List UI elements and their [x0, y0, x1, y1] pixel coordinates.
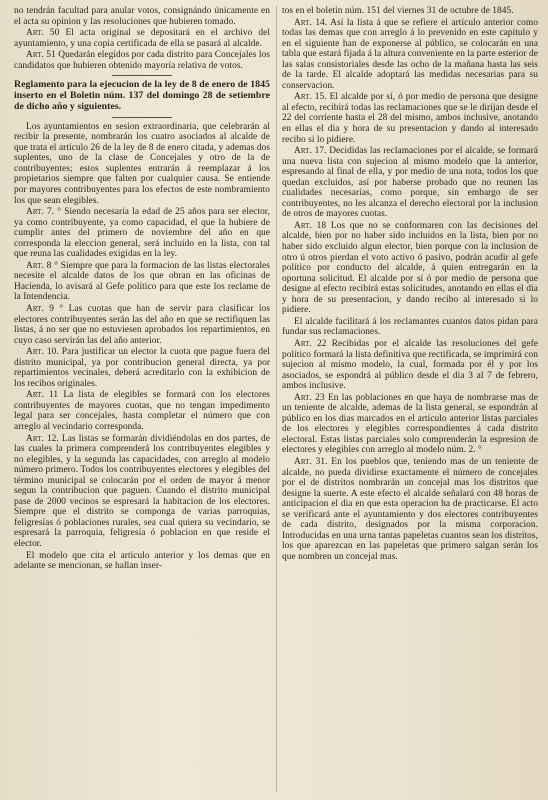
article-11-text: La lista de elegibles se formará con los electores contribuyentes de mayores cuotas, que no tengan impedimento legal para ser concejales, hasta completar el número que con arreglo al vecindario corresponda.	[14, 390, 270, 432]
right-fragment-intro: tos en el boletin núm. 151 del viernes 31 de octubre de 1845.	[282, 6, 514, 16]
article-31	[282, 457, 538, 562]
article-10-text: Para justificar un elector la cuota que pague fuera del distrito municipal, ya por contribucion general directa, ya por repartimientos vecinales, deberá acreditarlo con la exhibicion de los recibos originales.	[14, 347, 270, 389]
article-51	[14, 50, 270, 71]
article-23-label: Art. 23	[294, 392, 325, 403]
article-14-text: Así la lista á que se refiere el artículo anterior como todas las demas que con arreglo á lo prevenido en este capítulo y en el siguiente han de exponerse al público, se colocarán en una tabla que estará fijada á la altura conveniente en la parte esterior de las salas consistoriales desde las ocho de la mañana hasta las seis de la tarde. El alcalde adoptará las medidas necesarias para su conservacion.	[282, 17, 538, 91]
article-7-label: Art. 7. °	[26, 207, 62, 218]
article-12-label: Art. 12.	[26, 433, 59, 444]
article-10	[14, 347, 270, 389]
article-51-label: Art. 51	[26, 50, 56, 61]
article-8-label: Art. 8 °	[26, 260, 58, 271]
article-23-text: En las poblaciones en que haya de nombrarse mas de un teniente de alcalde, ademas de la lista general, se espondrán al público en los dias marcados en el artículo anterior listas parciales de los electores y elegibles correspondientes á cada distrito electoral. Estas listas parciales solo comprenderán la espresion de electores y elegibles con arreglo al modelo núm. 2. °	[282, 392, 538, 456]
left-column	[14, 6, 270, 573]
article-8-text: Siempre que para la formacion de las listas electorales necesite el alcalde datos de los que obran en las oficinas de Hacienda, lo avisará al Gefe político para que este los reclame de la Intendencia.	[14, 260, 271, 303]
article-50	[14, 28, 270, 49]
article-9-text: Las cuotas que han de servir para clasificar los electores contribuyentes serán las del año en que se rectifiquen las listas, á no ser que no estuviesen aprobados los repartimientos, en cuyo caso servirán las del año anterior.	[14, 303, 270, 346]
article-51-text: Quedarán elegidos por cada distrito para Concejales los candidatos que hubieren obtenido mayoría relativa de votos.	[14, 50, 270, 71]
article-15-label: Art. 15.	[294, 92, 327, 103]
article-18	[282, 221, 538, 316]
article-50-label: Art. 50	[26, 28, 60, 39]
article-14-label: Art. 14.	[294, 17, 328, 28]
article-50-text: El acta original se depositará en el archivo del ayuntamiento, y una copia certificada de ella se pasará al alcalde.	[14, 28, 270, 49]
article-17-text: Decididas las reclamaciones por el alcalde, se formará una nueva lista con sujecion al mismo modelo que la anterior, espresando al final de ella, y por medio de una nota, todos los que quedan excluidos, así por haberse probado que no reunen las cualidades necesarias, como porque, sin embargo de ser contribuyentes, no les alcanza el derecho electoral por la inclusion de otros de mayores cuotas.	[282, 146, 538, 220]
article-17-label: Art. 17.	[294, 146, 327, 157]
article-15-text: El alcalde por sí, ó por medio de persona que designe al efecto, recibirá todas las reclamaciones que se le dirijan desde el 22 del corriente hasta el 28 del mismo, ambos inclusive, anotando en ellas el dia y hora de su presentacion y dando al interesado recibo si lo pidiere.	[282, 92, 538, 145]
right-column	[282, 6, 538, 563]
article-17	[282, 146, 538, 220]
article-11	[14, 390, 270, 432]
article-18-label: Art. 18	[294, 220, 327, 231]
article-31-label: Art. 31.	[294, 456, 328, 467]
article-10-label: Art. 10.	[26, 347, 59, 358]
article-7-text: Siendo necesaria la edad de 25 años para ser elector, ya como contribuyente, ya como capacidad, el que la hubiere de cumplir antes del primero de noviembre del año en que corresponda la eleccion general, será incluido en la lista, con tal que reuna las cualidades exigidas en la ley.	[14, 207, 271, 260]
section-divider	[112, 117, 172, 118]
article-18-text: Los que no se conformaren con las decisiones del alcalde, bien por no haber sido incluidos en la lista, bien por no haber sido excluido algun elector, bien porque con la inclusion de otro ú otros pierdan el voto activo ó pasivo, podrán acudir al gefe político por conducto del alcalde, á quien entregarán en la oportuna solicitud. El alcalde por sí ó por medio de persona que designe al efecto recibirá estas solicitudes, anotando en ellas el dia y hora de su presentacion, y dando recibo al interesado si lo pidiere.	[282, 220, 538, 316]
article-23	[282, 393, 538, 456]
article-15	[282, 92, 538, 145]
article-12	[14, 434, 270, 550]
article-22	[282, 339, 538, 392]
article-9-label: Art. 9 °	[26, 303, 64, 314]
article-22-label: Art. 22	[294, 338, 327, 349]
left-closing-fragment: El modelo que cita el artículo anterior y los demas que en adelante se mencionan, se hallan inser-	[14, 550, 270, 572]
intro-paragraph: Los ayuntamientos en sesion extraordinaria, que celebrarán al recibir la presente, nombrarán los cuatro asociados al alcalde de que trata el artículo 26 de la ley de 8 de enero citada, y ademas dos suplentes, uno de la clase de Concejales y otro de la de contribuyentes; estos suplentes entrarán á reemplazar á los propietarios siempre que falten por cualquier causa. Se entiende por mayores contribuyentes para los efectos de este nombramiento los que sean elegibles.	[14, 121, 270, 206]
article-7	[14, 207, 270, 260]
section-divider	[112, 75, 172, 76]
article-11-label: Art. 11	[26, 390, 59, 401]
reglamento-heading: Reglamento para la ejecucion de la ley de 8 de enero de 1845 inserto en el Boletin núm. 137 del domingo 28 de setiembre de dicho año y siguientes.	[14, 79, 270, 112]
article-18-continuation: El alcalde facilitará á los reclamantes cuantos datos pidan para fundar sus reclamaciones.	[282, 316, 538, 338]
article-22-text: Recibidas por el alcalde las resoluciones del gefe político formará la lista definitiva que rectificada, se imprimirá con sujecion al mismo modelo, la cual, formada por él y por los asociados, se espondrá al público desde el dia 3 al 7 de febrero, ambos inclusive.	[282, 338, 538, 392]
article-12-text: Las listas se formarán dividiéndolas en dos partes, de las cuales la primera comprenderá los contribuyentes elegibles y no elegibles, y la segunda las capacidades, con arreglo al modelo número primero. Todos los contribuyentes electores y elegibles del término municipal se colocarán por el orden de mayor á menor segun la contribucion que paguen. Cuando el distrito municipal pase de 2000 vecinos se espresará la habitacion de los electores. Siempre que el distrito se componga de varias parroquias, feligresías ó poblaciones rurales, sea cual quiera su vecindario, se espresará la parroquia, feligresía ó poblacion en que reside el elector.	[14, 433, 270, 549]
column-divider	[276, 6, 277, 792]
article-8	[14, 261, 270, 303]
left-fragment-intro: no tendrán facultad para anular votos, consignándo únicamente en el acta su opinion y las resoluciones que hubieren tomado.	[14, 6, 270, 27]
article-9	[14, 304, 270, 346]
article-14	[282, 18, 538, 92]
article-31-text: En los pueblos que, teniendo mas de un teniente de alcalde, no pueda dividirse exactamente el número de concejales por el de distritos nombrarán un concejal mas los distritos que designe la suerte. A este efecto el alcalde señalará con 48 horas de anticipacion el dia en que esta operacion ha de practicarse. El acto se verificará ante el ayuntamiento y dos electores contribuyentes de cada distrito, designados por la misma corporacion. Introducidas en una urna tantas papeletas cuantos sean los distritos, los que aparezcan en las papeletas que primero salgan serán los que nombren un concejal mas.	[282, 456, 538, 562]
